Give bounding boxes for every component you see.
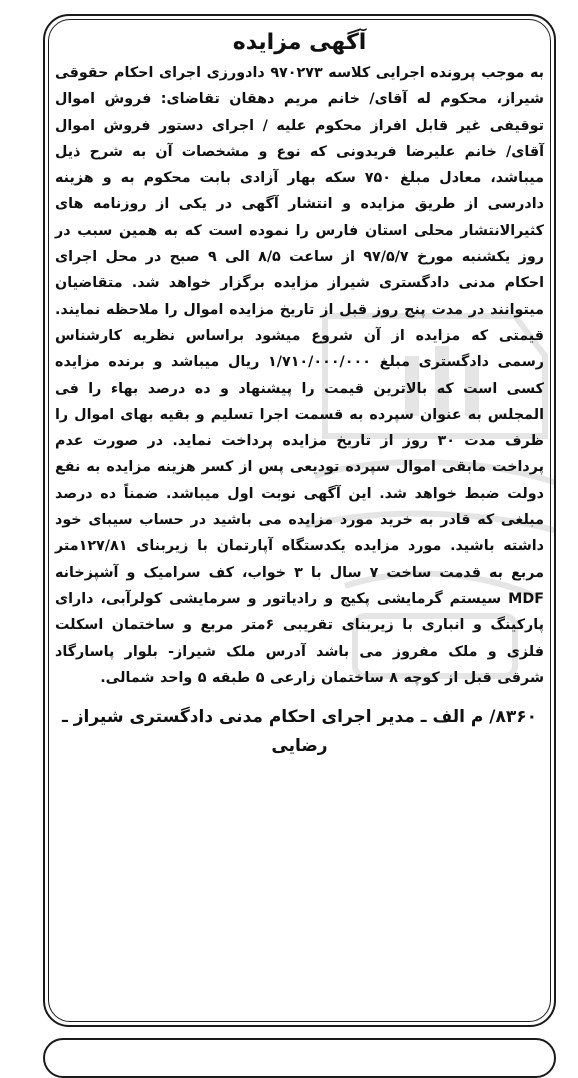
notice-title: آگهی مزایده — [232, 30, 367, 55]
notice-body: به موجب پرونده اجرایی کلاسه ۹۷۰۲۷۳ دادورزی اجرای احکام حقوقی شیراز، محکوم له آقای/ خانم مریم دهقان تقاضای: فروش اموال توقیفی غیر قابل افراز محکوم علیه / اجرای دستور فروش اموال آقای/ خانم علیرضا فریدونی که نوع و مشخصات آن به شرح ذیل میباشد، معادل مبلغ ۷۵۰ سکه بهار آزادی بابت محکوم به و هزینه دادرسی از طریق مزایده و انتشار آگهی در یکی از روزنامه های کثیرالانتشار محلی استان فارس را نموده است که به همین سبب در روز یکشنبه مورخ ۹۷/۵/۷ از ساعت ۸/۵ الی ۹ صبح در محل اجرای احکام مدنی دادگستری شیراز مزایده برگزار خواهد شد. متقاضیان میتوانند در مدت پنج روز قبل از تاریخ مزایده اموال را ملاحظه نمایند. قیمتی که مزایده از آن شروع میشود براساس نظریه کارشناس رسمی دادگستری مبلغ ۱/۷۱۰/۰۰۰/۰۰۰ ریال میباشد و برنده مزایده کسی است که بالاترین قیمت را پیشنهاد و ده درصد بهاء را فی المجلس به عنوان سپرده به قسمت اجرا تسلیم و بقیه بهای اموال را ظرف مدت ۳۰ روز از تاریخ مزایده پرداخت نماید. در صورت عدم پرداخت مابقی اموال سپرده تودیعی پس از کسر هزینه مزایده به نفع دولت ضبط خواهد شد. این آگهی نوبت اول میباشد. ضمناً ده درصد مبلغی که قادر به خرید مورد مزایده می باشید در حساب سیبای خود داشته باشید. مورد مزایده یکدستگاه آپارتمان با زیربنای ۱۲۷/۸۱متر مربع به قدمت ساخت ۷ سال با ۳ خواب، کف سرامیک و آشپزخانه MDF سیستم گرمایشی پکیج و رادیاتور و سرمایشی کولرآبی، دارای پارکینگ و انباری با زیربنای تقریبی ۶متر مربع و ساختمان اسکلت فلزی و ملک مفروز می باشد آدرس ملک شیراز- بلوار پاسارگاد شرقی قبل از کوچه ۸ ساختمان زارعی ۵ طبقه ۵ واحد شمالی. — [55, 65, 545, 686]
notice-signature: ۸۳۶۰/ م الف ـ مدیر اجرای احکام مدنی دادگستری شیراز ـ رضایی — [62, 707, 537, 757]
notice-content — [55, 28, 544, 761]
next-notice-border — [43, 1038, 556, 1078]
notice-frame — [43, 14, 556, 1027]
